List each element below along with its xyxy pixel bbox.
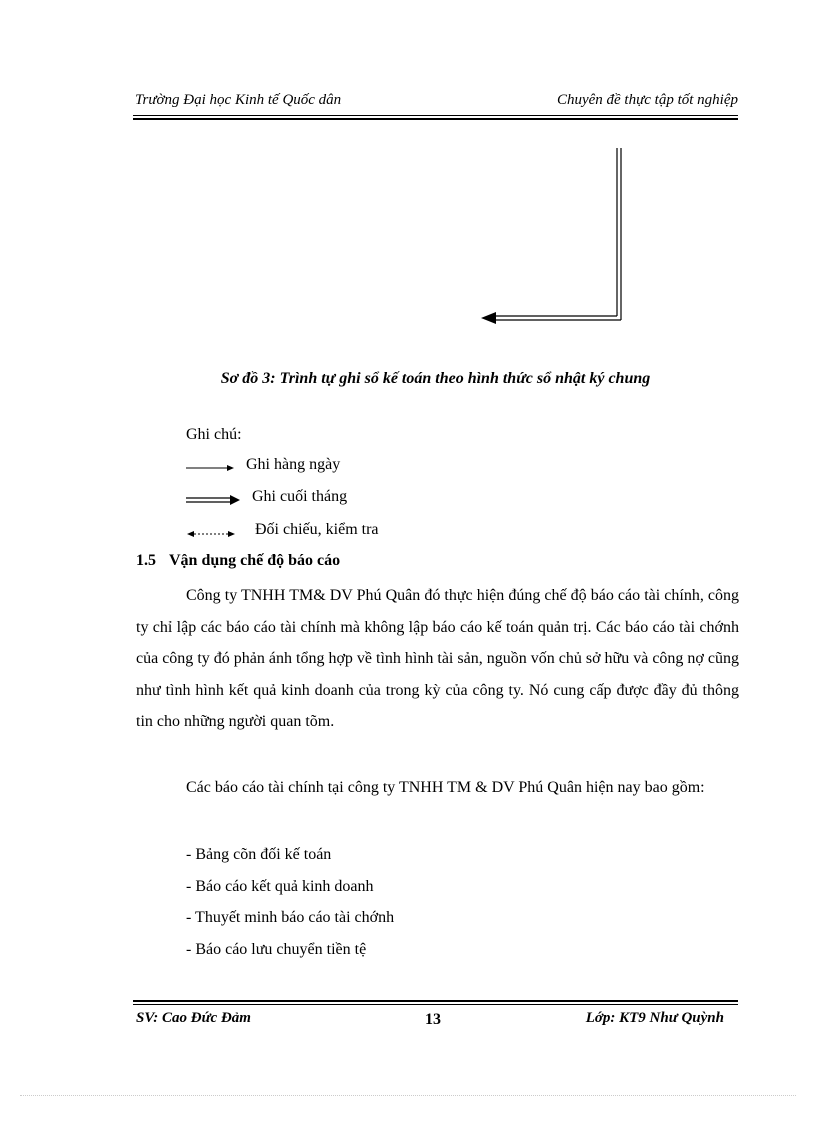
page-edge-divider (20, 1095, 796, 1096)
legend-title: Ghi chú: (186, 426, 242, 443)
arrowhead-left-icon (481, 312, 496, 324)
diagram-caption: Sơ đồ 3: Trình tự ghi sổ kế toán theo hình thức sổ nhật ký chung (220, 370, 651, 387)
header-report-type: Chuyên đề thực tập tốt nghiệp (556, 92, 738, 108)
section-title: Vận dụng chế độ báo cáo (169, 552, 341, 569)
footer-student: SV: Cao Đức Đảm (136, 1010, 251, 1026)
page-footer (133, 1010, 738, 1032)
page-number: 13 (425, 1011, 441, 1028)
section-heading (136, 552, 340, 570)
footer-class: Lớp: KT9 Như Quỳnh (585, 1010, 724, 1026)
single-arrow-icon (186, 460, 236, 474)
list-item: - Thuyết minh báo cáo tài chớnh (186, 909, 395, 926)
legend-item-check (186, 521, 486, 543)
footer-rule-thick (133, 1000, 738, 1002)
list-item: - Báo cáo lưu chuyển tiền tệ (186, 940, 367, 958)
paragraph-1: Công ty TNHH TM& DV Phú Quân đó thực hiện đúng chế độ báo cáo tài chính, công ty chỉ lập các báo cáo tài chính mà không lập báo cáo kế toán quản trị. Các báo cáo tài chớnh của công ty đó phản ánh tổng hợp về tình hình tài sản, nguồn vốn chủ sở hữu và công nợ cũng như tình hình kết quả kinh doanh của trong kỳ của công ty. Nó cung cấp được đầy đủ thông tin cho những người quan tõm. (136, 587, 739, 730)
list-item: - Báo cáo kết quả kinh doanh (186, 877, 374, 895)
report-list (186, 839, 394, 965)
double-arrow-connector (494, 148, 621, 320)
dotted-double-arrow-icon (186, 525, 238, 539)
legend-check-label: Đối chiếu, kiểm tra (255, 521, 379, 538)
legend-item-month-end (186, 488, 486, 510)
double-arrow-icon (186, 492, 244, 506)
paragraph-2: Các báo cáo tài chính tại công ty TNHH TM & DV Phú Quân hiện nay bao gồm: (186, 779, 705, 796)
legend-item-daily (186, 456, 486, 478)
legend-daily-label: Ghi hàng ngày (246, 456, 341, 473)
legend-month-end-label: Ghi cuối tháng (252, 488, 348, 505)
header-university: Trường Đại học Kinh tế Quốc dân (135, 92, 342, 108)
list-item: - Bảng cõn đối kế toán (186, 846, 332, 863)
footer-rule-thin (133, 1004, 738, 1005)
section-number: 1.5 (136, 552, 156, 569)
flow-diagram-fragment (0, 0, 816, 340)
